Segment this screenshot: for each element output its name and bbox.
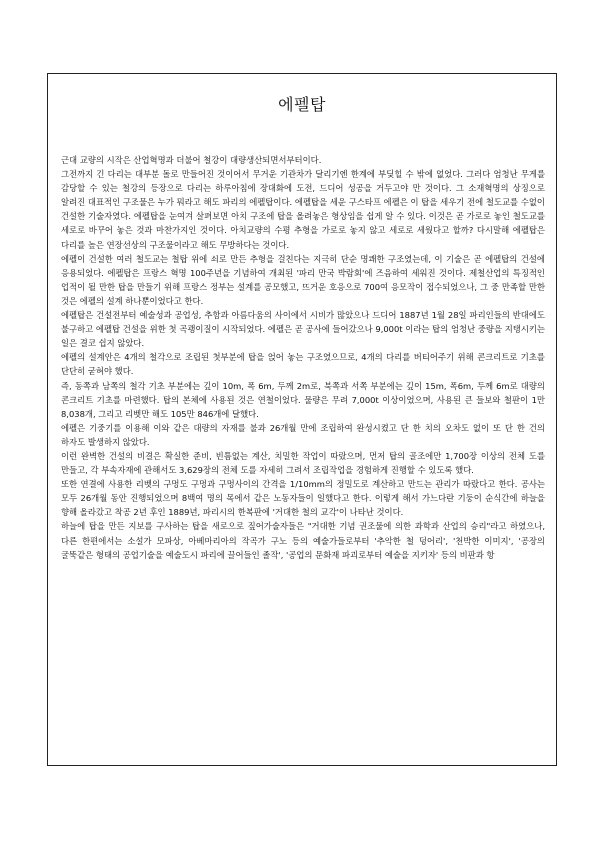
paragraph: 하늘에 탑을 만든 지보를 구사하는 탑을 새로으로 짚어가술자들은 "거대한 기념 권조물에 의한 과학과 산업의 승리"라고 하였으나, 다른 한편에서는 소설가 모파상, 아베마리아의 작곡가 구노 등의 예술가들로부터 '추악한 철 덩어리', '천박한 이미지', '공장의 굴뚝같은 형태의 공업기술을 예술도시 파리에 끌어들인 졸작', '공업의 문화재 파괴로부터 예술을 지키자' 등의 비판과 항 [61, 521, 545, 560]
paragraph: 근대 교량의 시작은 산업혁명과 더불어 철강이 대량생산되면서부터이다. [61, 155, 322, 165]
page-title: 에펠탑 [278, 95, 326, 114]
paragraph: 그전까지 긴 다리는 대부분 돌로 만들어진 것이어서 무거운 기관차가 달리기엔 한계에 부딪힐 수 밖에 없었다. 그러다 엄청난 무게를 감당할 수 있는 철강의 등장으로 다리는 하루아침에 장대화에 도전, 드디어 성공을 거두고야 만 것이다. 그 소재혁명의 상징으로 알려진 대표적인 구조물은 누가 뭐라고 해도 파리의 에펠탑이다. 에펠탑을 세운 구스타프 에펠은 이 탑을 세우기 전에 철도교를 수없이 건설한 기술자였다. 에펠탑을 눈여겨 살펴보면 아치 구조에 탑을 올려놓은 형상임을 쉽게 알 수 있다. 이것은 곧 가로로 놓인 철도교를 세로로 바꾸어 놓은 것과 마찬가지인 것이다. 아치교량의 수평 추형을 가로로 놓지 않고 세로로 세웠다고 할까? 다시말해 에펠탑은 다리를 높은 연장선상의 구조물이라고 해도 무방하다는 것이다. [61, 169, 545, 250]
article-body [61, 153, 545, 562]
paragraph: 에펠은 기중기를 이용해 이와 같은 대량의 자재를 불과 26개월 만에 조립하여 완성시켰고 단 한 치의 오차도 없이 또 단 한 건의 하자도 발생하지 않았다. [61, 422, 545, 447]
paragraph: 이런 완벽한 건설의 비결은 확실한 준비, 빈틈없는 계산, 치밀한 작업이 따랐으며, 먼저 탑의 골조에만 1,700장 이상의 전체 도를 만들고, 각 부속자재에 관해서도 3,629장의 전체 도를 자세히 그려서 조립작업을 경험하게 진행할 수 있도록 했다. [61, 450, 545, 476]
paragraph: 또한 연결에 사용한 리벳의 구멍도 구멍과 구멍사이의 간격을 1/10mm의 정밀도로 계산하고 만드는 관리가 따랐다고 한다. 공사는 모두 26개월 동안 진행되었으며 8백여 명의 목에서 같은 노동자들이 일했다고 한다. 이렇게 해서 가느다란 기둥이 순식간에 하늘을 향해 올라갔고 착공 2년 후인 1889년, 파리시의 한복판에 '거대한 철의 교각'이 나타난 것이다. [61, 479, 545, 518]
paragraph: 에펠의 설계안은 4개의 철각으로 조립된 첫부분에 탑을 얹어 놓는 구조였으므로, 4개의 다리를 버티어주기 위해 콘크리트로 기초를 단단히 굳혀야 했다. [61, 352, 545, 377]
paragraph: 에펠이 건설한 여러 철도교는 철탑 위에 쇠로 만든 추형을 걸친다는 지극히 단순 명쾌한 구조였는데, 이 기술은 곧 에펠탑의 건설에 응용되었다. 에펠탑은 프랑스 혁명 100주년을 기념하여 개최된 '파리 만국 박람회'에 즈음하여 세워진 것이다. 제철산업의 특징적인 업적이 될 만한 탑을 만들기 위해 프랑스 정부는 설계를 공모했고, 뜨거운 호응으로 700여 응모작이 접수되었으나, 그 중 만족할 만한 것은 에펠의 설계 하나뿐이었다고 한다. [61, 253, 545, 306]
paragraph: 에펠탑은 건설전부터 예술성과 공업성, 추함과 아름다움의 사이에서 시비가 많았으나 드디어 1887년 1월 28일 파리인들의 반대에도 불구하고 에펠탑 건설을 위한 첫 곡괭이질이 시작되었다. 에펠은 곧 공사에 들어갔으나 9,000t 이라는 탑의 엄청난 중량을 지탱시키는 일은 결코 쉽지 않았다. [61, 310, 545, 349]
document-frame [47, 73, 557, 766]
paragraph: 즉, 동쪽과 남쪽의 철각 기초 부분에는 깊이 10m, 폭 6m, 두께 2m로, 북쪽과 서쪽 부분에는 깊이 15m, 폭6m, 두께 6m로 대량의 콘크리트 기초를 마련했다. 탑의 본체에 사용된 것은 연철이었다. 물량은 무려 7,000t 이상이었으며, 사용된 큰 들보와 철판이 1만 8,038개, 그리고 리벳만 해도 105만 846개에 달했다. [61, 380, 545, 419]
